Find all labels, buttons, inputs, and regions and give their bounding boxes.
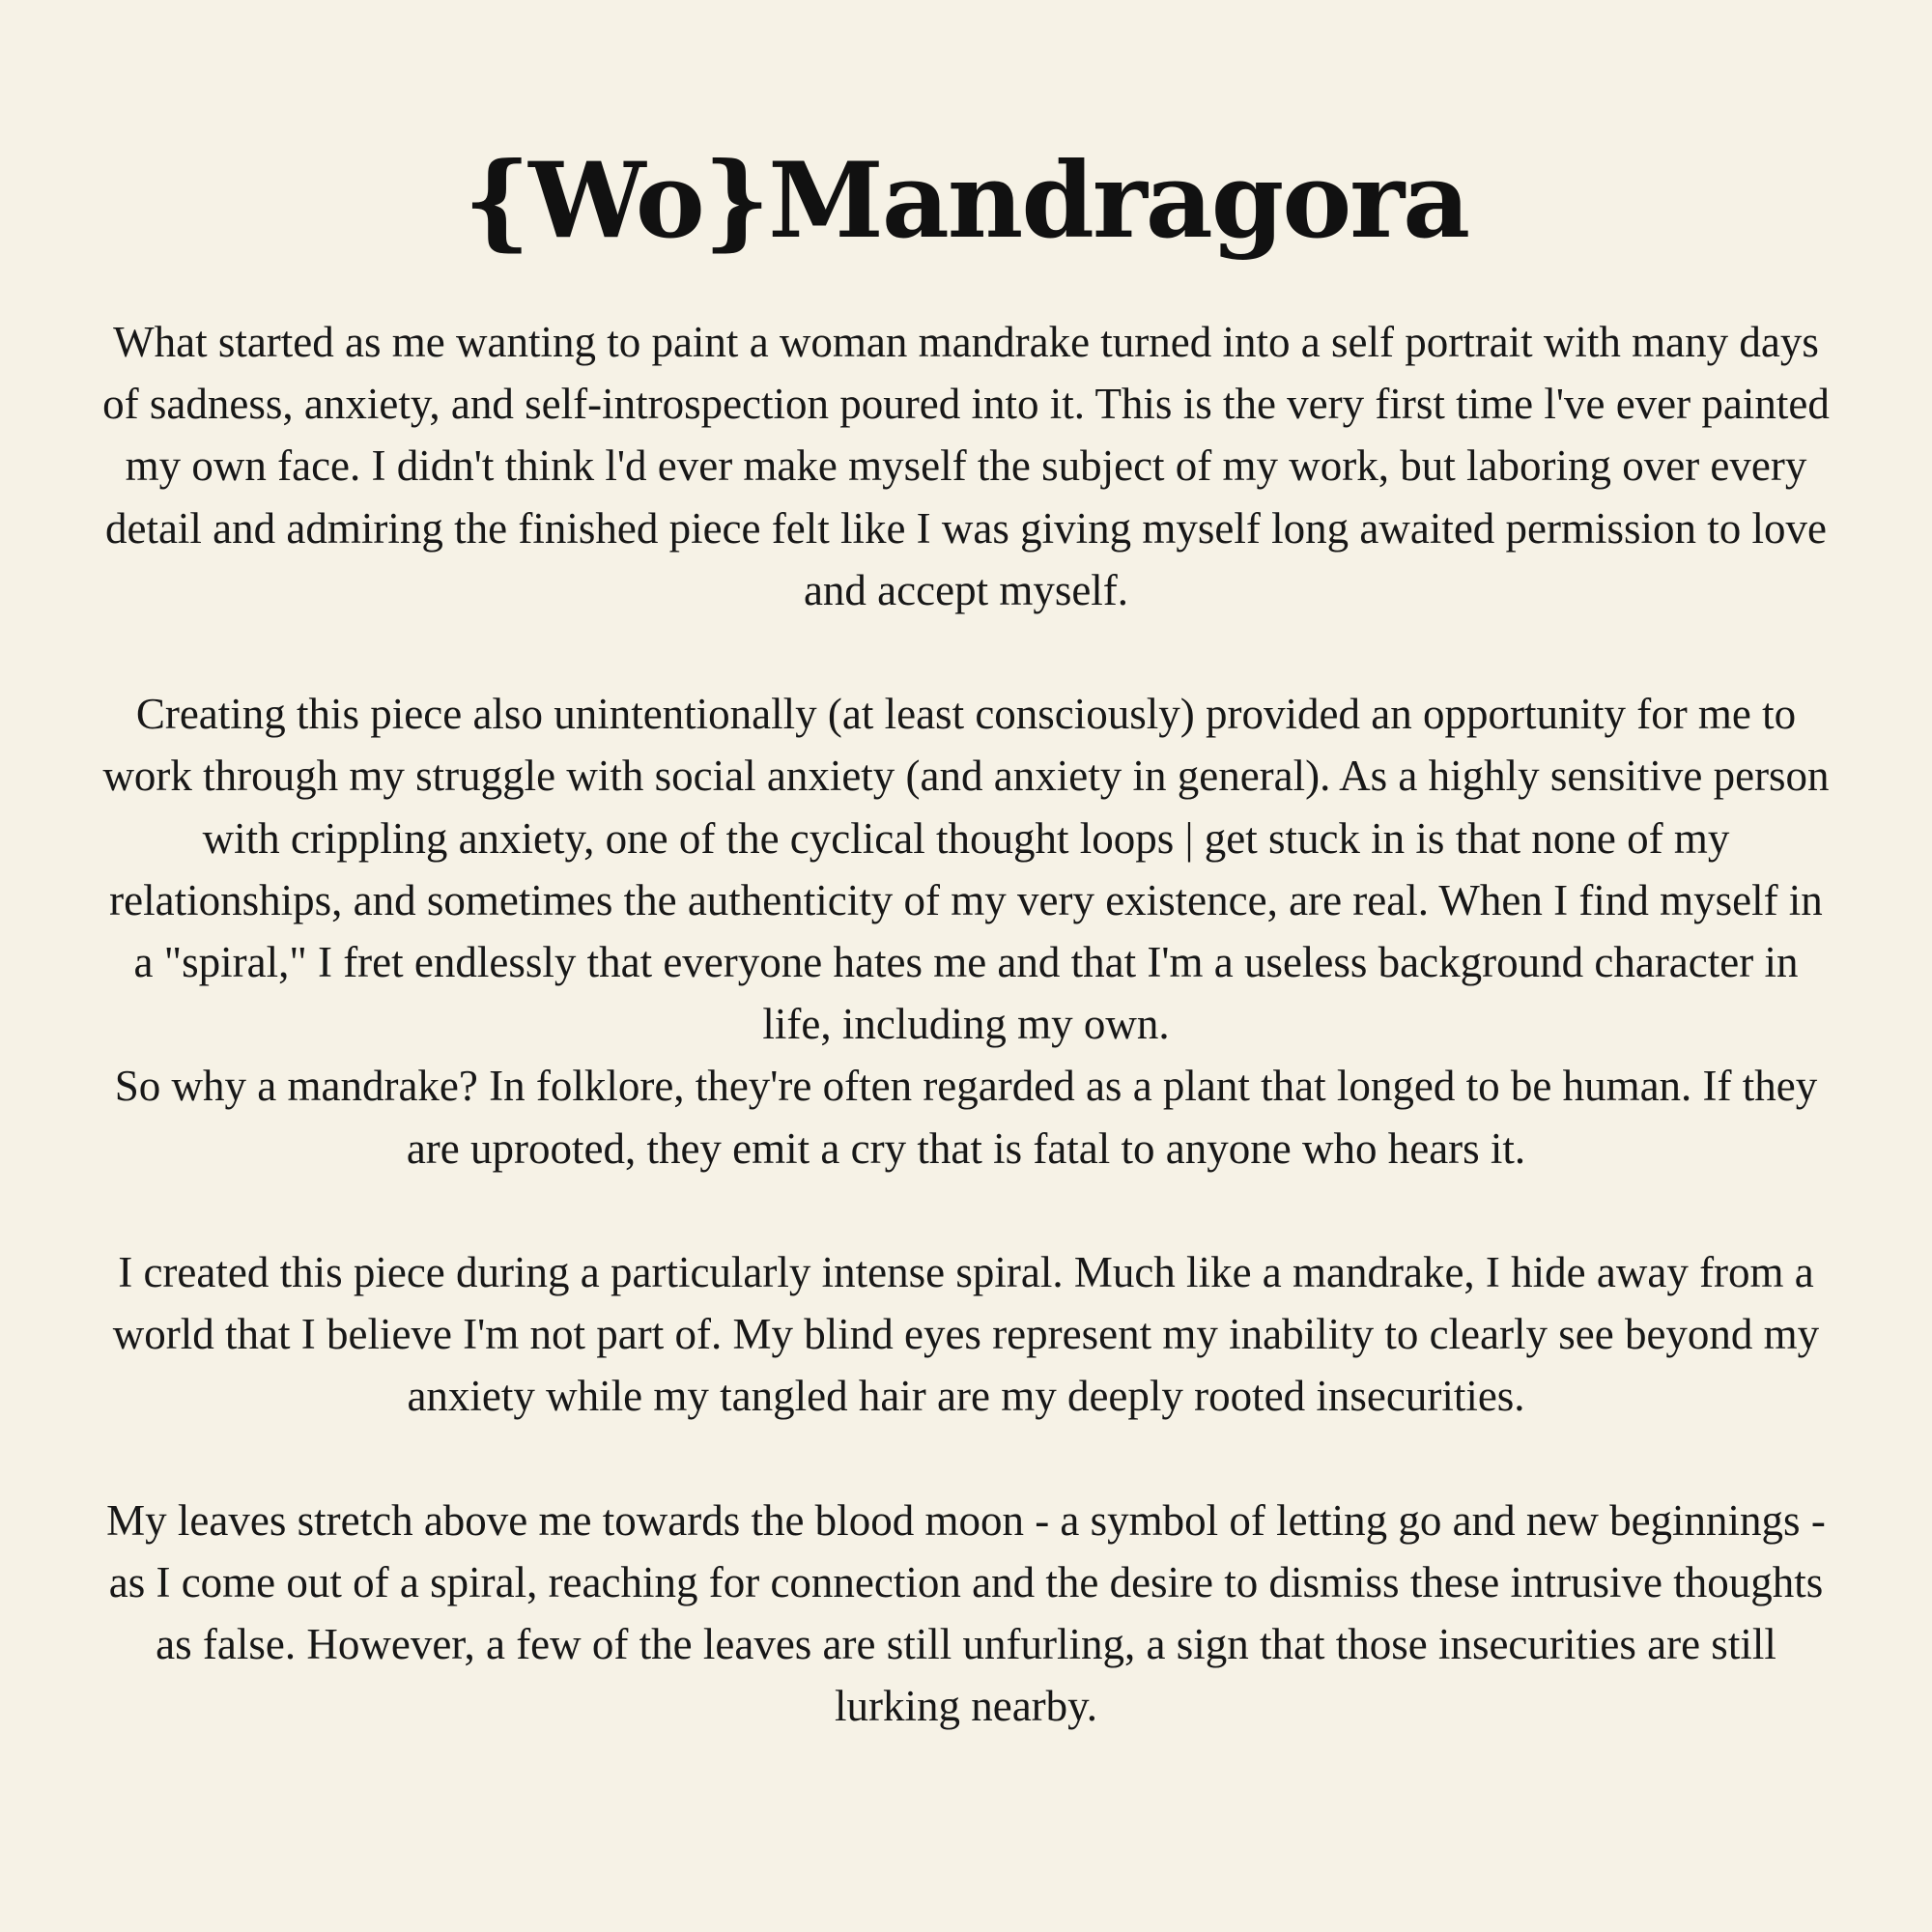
paragraph-intro: What started as me wanting to paint a woman mandrake turned into a self portrait with many days of sadness, anxiety, and self-introspection poured into it. This is the very first time l've ever painted my own face. I didn't think l'd ever make myself the subject of my work, but laboring over every detail and admiring the finished piece felt like I was giving myself long awaited permission to love and accept myself. — [102, 318, 1830, 614]
paragraph-spacer — [97, 1428, 1835, 1490]
paragraph-folklore: So why a mandrake? In folklore, they're often regarded as a plant that longed to be human. If they are uprooted, they emit a cry that is fatal to anyone who hears it. — [114, 1062, 1818, 1173]
page-title: {Wo}Mandragora — [463, 140, 1469, 262]
paragraph-leaves: My leaves stretch above me towards the blood moon - a symbol of letting go and new beginnings - as I come out of a spiral, reaching for connection and the desire to dismiss these intrusive thoughts as false. However, a few of the leaves are still unfurling, a sign that those insecurities are still lurking nearby. — [106, 1495, 1826, 1731]
paragraph-spacer — [97, 621, 1835, 683]
article-body — [97, 311, 1835, 1738]
paragraph-spacer — [97, 1179, 1835, 1241]
paragraph-spiral: I created this piece during a particularly intense spiral. Much like a mandrake, I hide away from a world that I believe I'm not part of. My blind eyes represent my inability to clearly see beyond my anxiety while my tangled hair are my deeply rooted insecurities. — [112, 1248, 1820, 1421]
paragraph-anxiety: Creating this piece also unintentionally (at least consciously) provided an opportunity for me to work through my struggle with social anxiety (and anxiety in general). As a highly sensitive person with crippling anxiety, one of the cyclical thought loops | get stuck in is that none of my relationships, and sometimes the authenticity of my very existence, are real. When I find myself in a "spiral," I fret endlessly that everyone hates me and that I'm a useless background character in life, including my own. — [102, 690, 1830, 1049]
